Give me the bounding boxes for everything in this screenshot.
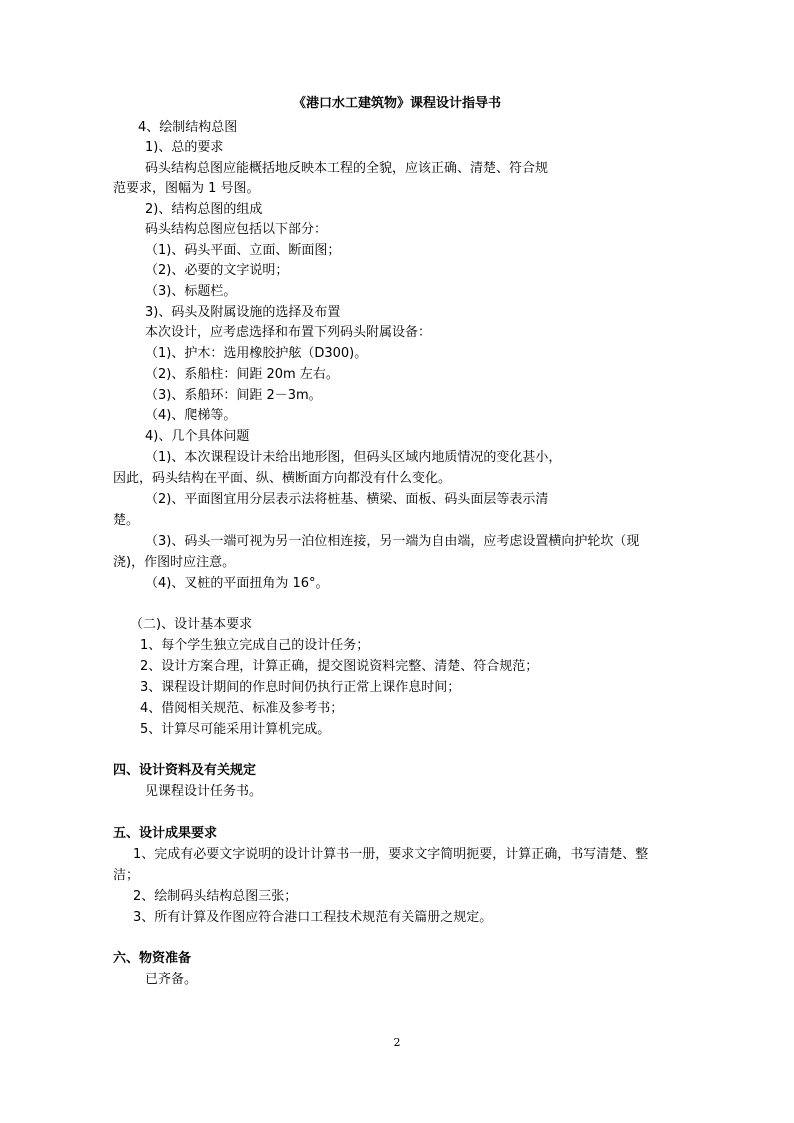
list-item: 1、每个学生独立完成自己的设计任务；	[140, 638, 370, 653]
paragraph-line: 已齐备。	[145, 972, 198, 987]
section-heading: 四、设计资料及有关规定	[113, 763, 257, 778]
list-item: 2、绘制码头结构总图三张；	[133, 889, 298, 904]
list-item: （2)、平面图宜用分层表示法将桩基、横梁、面板、码头面层等表示清	[145, 492, 549, 507]
paragraph-line: 码头结构总图应能概括地反映本工程的全貌，应该正确、清楚、符合规	[145, 161, 549, 176]
paragraph-line: 本次设计，应考虑选择和布置下列码头附属设备：	[145, 325, 432, 340]
paragraph-line: 范要求，图幅为 1 号图。	[113, 181, 260, 196]
list-item: （3)、码头一端可视为另一泊位相连接，另一端为自由端，应考虑设置横向护轮坎（现	[145, 534, 640, 549]
list-item: （3)、系船环：间距 2－3m。	[145, 388, 322, 403]
subsection-heading: 4)、几个具体问题	[145, 429, 250, 444]
list-item: 3、所有计算及作图应符合港口工程技术规范有关篇册之规定。	[133, 910, 493, 925]
paragraph-line: 因此，码头结构在平面、纵、横断面方向都没有什么变化。	[113, 471, 452, 486]
paragraph-line: 码头结构总图应包括以下部分：	[145, 222, 328, 237]
list-item: 3、课程设计期间的作息时间仍执行正常上课作息时间；	[140, 680, 461, 695]
section-heading: 六、物资准备	[113, 951, 192, 966]
page-number: 2	[393, 1036, 401, 1049]
subsection-heading: 2)、结构总图的组成	[145, 202, 263, 217]
list-item: （2)、必要的文字说明；	[145, 263, 289, 278]
subsection-heading: 1)、总的要求	[145, 140, 224, 155]
paragraph-line: 洁；	[113, 868, 140, 883]
subsection-heading: 3)、码头及附属设施的选择及布置	[145, 305, 341, 320]
paragraph-line: 见课程设计任务书。	[145, 784, 263, 799]
list-item: （1)、本次课程设计未给出地形图，但码头区域内地质情况的变化甚小，	[145, 450, 562, 465]
list-item: （1)、码头平面、立面、断面图；	[145, 243, 341, 258]
section-heading: 4、绘制结构总图	[138, 120, 238, 135]
list-item: （1)、护木：选用橡胶护舷（D300)。	[145, 346, 368, 361]
list-item: 5、计算尽可能采用计算机完成。	[140, 722, 331, 737]
list-item: （2)、系船柱：间距 20m 左右。	[145, 367, 339, 382]
list-item: （3)、标题栏。	[145, 284, 237, 299]
section-heading: （二)、设计基本要求	[130, 617, 253, 632]
paragraph-line: 浇)，作图时应注意。	[113, 555, 236, 570]
list-item: 2、设计方案合理，计算正确，提交图说资料完整、清楚、符合规范；	[140, 659, 539, 674]
list-item: （4)、叉桩的平面扭角为 16°。	[145, 576, 329, 591]
section-heading: 五、设计成果要求	[113, 826, 218, 841]
list-item: （4)、爬梯等。	[145, 408, 237, 423]
paragraph-line: 楚。	[113, 513, 140, 528]
page-title: 《港口水工建筑物》课程设计指导书	[292, 96, 501, 111]
list-item: 1、完成有必要文字说明的设计计算书一册，要求文字简明扼要，计算正确，书写清楚、整	[133, 847, 649, 862]
list-item: 4、借阅相关规范、标准及参考书；	[140, 701, 344, 716]
